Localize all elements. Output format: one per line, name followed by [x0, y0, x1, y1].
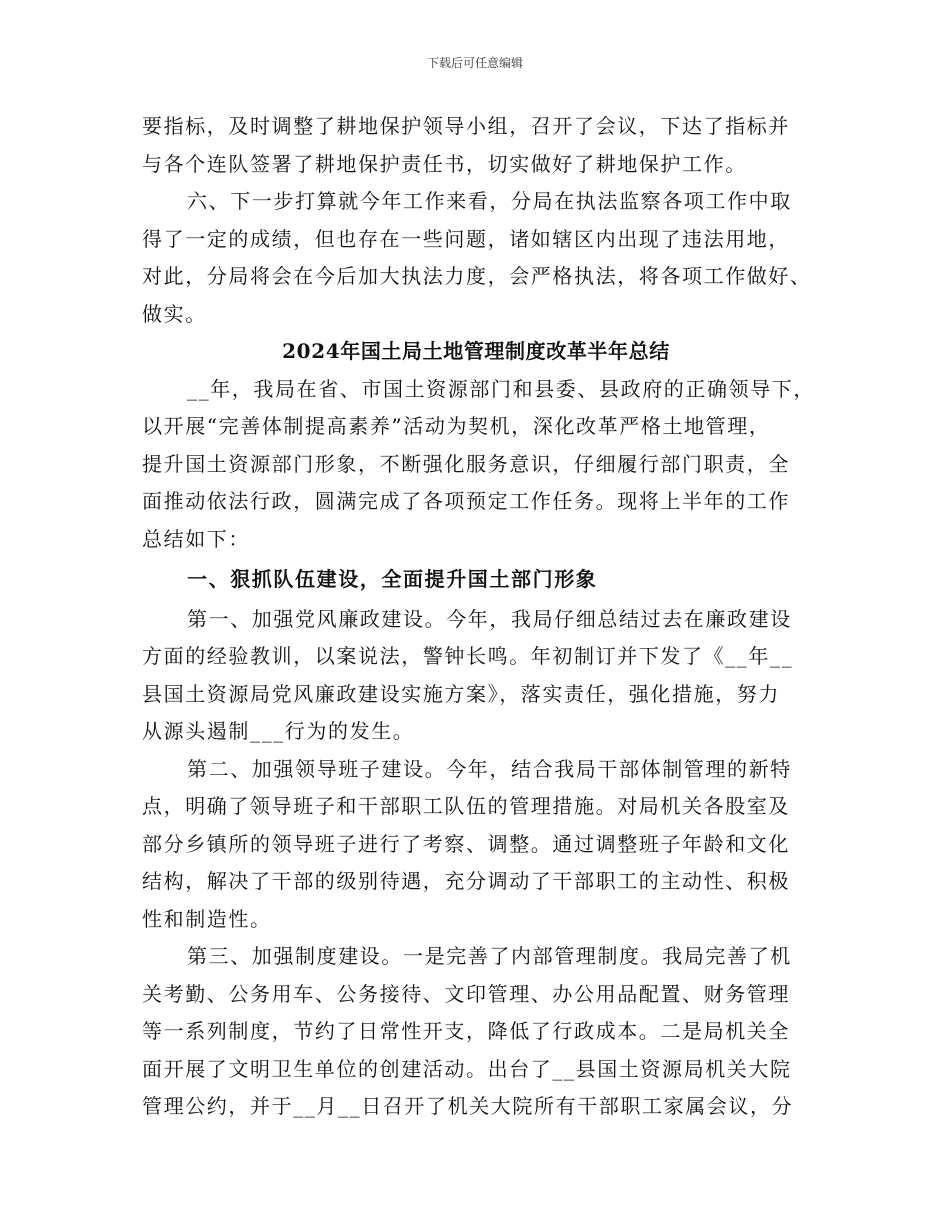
- text-line: 与各个连队签署了耕地保护责任书，切实做好了耕地保护工作。: [142, 151, 747, 176]
- text-line: 第一、加强党风廉政建设。今年，我局仔细总结过去在廉政建设: [187, 606, 792, 631]
- text-line: 提升国土资源部门形象，不断强化服务意识，仔细履行部门职责，全: [142, 451, 790, 476]
- text-line: 总结如下：: [142, 526, 250, 551]
- text-line: 面开展了文明卫生单位的创建活动。出台了__县国土资源局机关大院: [142, 1056, 792, 1081]
- text-line: 面推动依法行政，圆满完成了各项预定工作任务。现将上半年的工作: [142, 489, 790, 513]
- text-line: 以开展“完善体制提高素养”活动为契机，深化改革严格土地管理，: [142, 414, 771, 438]
- section-heading: 一、狠抓队伍建设，全面提升国土部门形象: [187, 567, 598, 591]
- text-line: 部分乡镇所的领导班子进行了考察、调整。通过调整班子年龄和文化: [142, 831, 790, 856]
- document-title: 2024年国土局土地管理制度改革半年总结: [282, 339, 670, 363]
- text-line: 得了一定的成绩，但也存在一些问题，诸如辖区内出现了违法用地，: [142, 226, 790, 251]
- text-line: 县国土资源局党风廉政建设实施方案》，落实责任，强化措施，努力: [142, 681, 780, 706]
- text-line: __年，我局在省、市国土资源部门和县委、县政府的正确领导下，: [187, 376, 815, 401]
- text-line: 方面的经验教训，以案说法，警钟长鸣。年初制订并下发了《__年__: [142, 644, 794, 668]
- text-line: 点，明确了领导班子和干部职工队伍的管理措施。对局机关各股室及: [142, 794, 790, 818]
- document-body: [142, 108, 815, 1126]
- text-line: 等一系列制度，节约了日常性开支，降低了行政成本。二是局机关全: [142, 1019, 790, 1043]
- text-line: 第二、加强领导班子建设。今年，结合我局干部体制管理的新特: [187, 756, 792, 781]
- text-line: 第三、加强制度建设。一是完善了内部管理制度。我局完善了机: [187, 944, 792, 968]
- text-line: 对此，分局将会在今后加大执法力度，会严格执法，将各项工作做好、: [142, 264, 812, 288]
- text-line: 结构，解决了干部的级别待遇，充分调动了干部职工的主动性、积极: [142, 869, 790, 893]
- text-line: 做实。: [142, 301, 207, 326]
- text-line: 管理公约，并于__月__日召开了机关大院所有干部职工家属会议，分: [142, 1094, 794, 1118]
- text-line: 要指标，及时调整了耕地保护领导小组，召开了会议，下达了指标并: [142, 114, 790, 138]
- text-line: 从源头遏制___行为的发生。: [142, 719, 415, 743]
- text-line: 六、下一步打算就今年工作来看，分局在执法监察各项工作中取: [187, 189, 792, 213]
- text-line: 性和制造性。: [142, 906, 272, 931]
- text-line: 关考勤、公务用车、公务接待、文印管理、办公用品配置、财务管理: [142, 981, 790, 1006]
- page-header-note: 下载后可任意编辑: [426, 56, 523, 70]
